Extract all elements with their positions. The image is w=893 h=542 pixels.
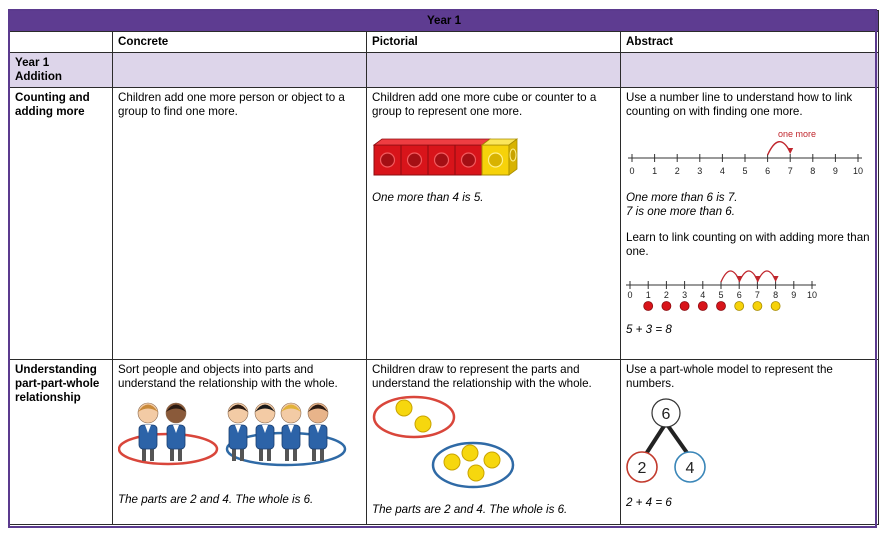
red-cube-1 — [374, 145, 401, 175]
child-figure — [166, 403, 186, 461]
counter — [644, 302, 653, 311]
abstract-text: Use a part-whole model to represent the numbers. — [626, 363, 833, 390]
child-figure — [281, 403, 301, 461]
abstract-caption-line1: One more than 6 is 7. — [626, 191, 738, 204]
title-row — [10, 11, 879, 32]
section-label-line1: Year 1 — [15, 56, 50, 69]
tick-label: 5 — [718, 290, 724, 300]
whole-value: 6 — [661, 406, 671, 423]
one-more-arrow — [768, 142, 791, 155]
tick-label: 10 — [852, 166, 864, 176]
one-more-label: one more — [778, 129, 817, 139]
tick-label: 9 — [832, 166, 838, 176]
tick-label: 3 — [682, 290, 688, 300]
abstract-caption-line2: 7 is one more than 6. — [626, 205, 735, 218]
tick-label: 4 — [719, 166, 725, 176]
connector-left — [644, 423, 666, 457]
linked-cubes-image — [372, 137, 522, 181]
topic-cell: Counting and adding more — [10, 88, 113, 360]
tick-label: 6 — [765, 166, 771, 176]
red-circle — [374, 397, 454, 437]
counter — [415, 416, 431, 432]
section-label — [10, 53, 113, 88]
arrow-head — [787, 148, 793, 154]
tick-label: 7 — [754, 290, 760, 300]
child-figure — [308, 403, 328, 461]
tick-label: 1 — [645, 290, 651, 300]
header-row — [10, 32, 879, 53]
abstract-cell — [621, 88, 879, 360]
header-concrete: Concrete — [113, 32, 367, 53]
tick-label: 7 — [787, 166, 793, 176]
header-abstract: Abstract — [621, 32, 879, 53]
section-label-line2: Addition — [15, 70, 63, 83]
counter — [462, 445, 478, 461]
counter — [735, 302, 744, 311]
concrete-cell — [113, 360, 367, 525]
abstract-caption-2: 5 + 3 = 8 — [626, 323, 672, 336]
red-cube-3 — [428, 145, 455, 175]
header-pictorial: Pictorial — [367, 32, 621, 53]
pictorial-cell — [367, 360, 621, 525]
children-in-hoops-image — [118, 393, 362, 471]
abstract-text-2: Learn to link counting on with adding more than one. — [626, 231, 870, 258]
counter — [771, 302, 780, 311]
tick-label: 5 — [742, 166, 748, 176]
concrete-caption: The parts are 2 and 4. The whole is 6. — [118, 493, 314, 506]
part1-value: 2 — [637, 460, 647, 477]
tick-label: 8 — [810, 166, 816, 176]
concrete-text: Sort people and objects into parts and understand the relationship with the whole. — [118, 363, 338, 390]
arrow-head — [773, 276, 779, 282]
tick-label: 2 — [674, 166, 680, 176]
counters-in-circles-image — [372, 393, 616, 491]
abstract-caption: 2 + 4 = 6 — [626, 496, 672, 509]
tick-label: 10 — [806, 290, 818, 300]
abstract-text: Use a number line to understand how to link counting on with finding one more. — [626, 91, 853, 118]
table-title: Year 1 — [10, 11, 879, 32]
tick-label: 0 — [629, 166, 635, 176]
tick-label: 4 — [700, 290, 706, 300]
counter — [444, 454, 460, 470]
pictorial-text: Children add one more cube or counter to a group to represent one more. — [372, 91, 597, 118]
counter — [662, 302, 671, 311]
tick-label: 9 — [791, 290, 797, 300]
tick-label: 6 — [736, 290, 742, 300]
child-figure — [228, 403, 248, 461]
abstract-cell — [621, 360, 879, 525]
counter — [717, 302, 726, 311]
concrete-cell — [113, 88, 367, 360]
table-row — [10, 88, 879, 360]
pictorial-caption: One more than 4 is 5. — [372, 191, 484, 204]
tick-label: 8 — [773, 290, 779, 300]
number-line-one-more — [626, 125, 871, 185]
section-cell-pictorial — [367, 53, 621, 88]
section-cell-abstract — [621, 53, 879, 88]
counter — [698, 302, 707, 311]
tick-label: 3 — [697, 166, 703, 176]
counter — [396, 400, 412, 416]
children-group — [138, 403, 328, 461]
child-figure — [255, 403, 275, 461]
pictorial-cell — [367, 88, 621, 360]
tick-label: 0 — [627, 290, 633, 300]
concrete-text: Children add one more person or object to a group to find one more. — [118, 91, 345, 118]
child-figure — [138, 403, 158, 461]
header-blank — [10, 32, 113, 53]
part-whole-model — [626, 395, 746, 490]
part2-value: 4 — [685, 460, 695, 477]
table-row — [10, 360, 879, 525]
counter — [468, 465, 484, 481]
pictorial-caption: The parts are 2 and 4. The whole is 6. — [372, 503, 568, 516]
red-cube-4 — [455, 145, 482, 175]
topic-cell: Understanding part-part-whole relationship — [10, 360, 113, 525]
tick-label: 1 — [652, 166, 658, 176]
red-cube-2 — [401, 145, 428, 175]
calculation-policy-table — [9, 10, 879, 525]
counter — [484, 452, 500, 468]
pictorial-text: Children draw to represent the parts and understand the relationship with the whole. — [372, 363, 592, 390]
counter — [753, 302, 762, 311]
yellow-cube — [482, 139, 517, 175]
section-row — [10, 53, 879, 88]
section-cell-concrete — [113, 53, 367, 88]
counter — [680, 302, 689, 311]
tick-label: 2 — [663, 290, 669, 300]
number-line-add-three — [626, 263, 871, 311]
